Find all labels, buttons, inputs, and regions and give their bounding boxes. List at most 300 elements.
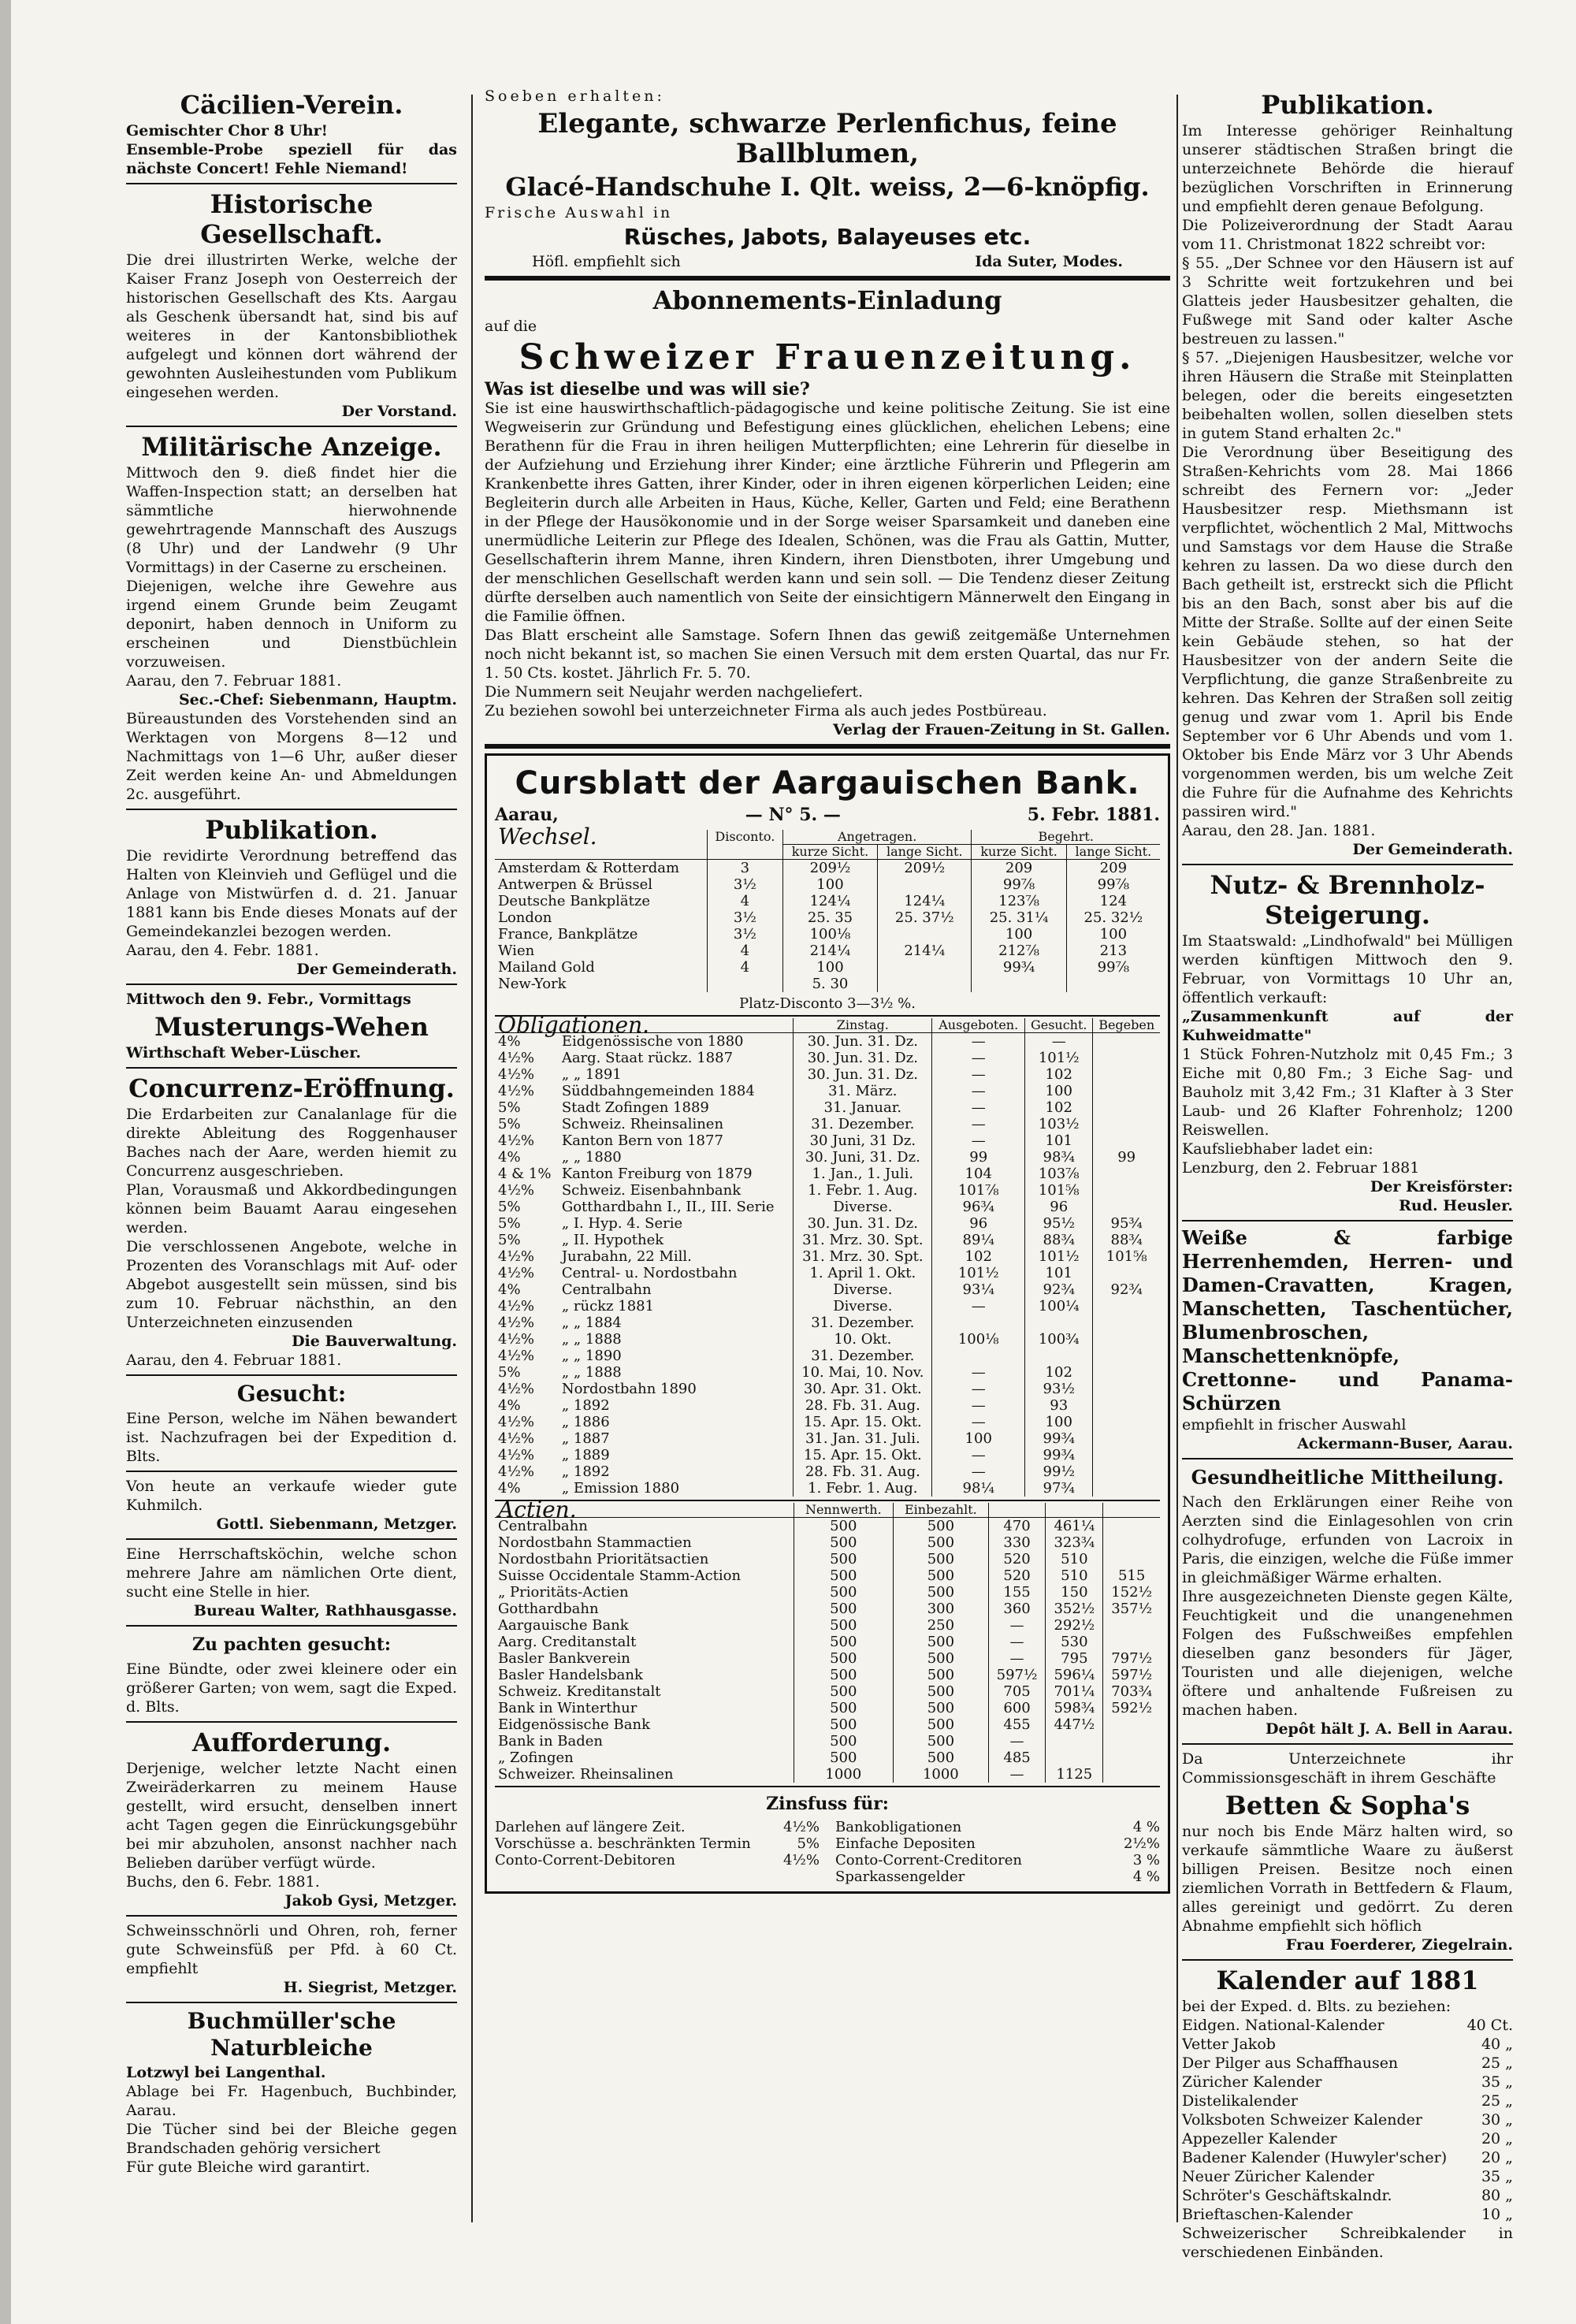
ad-date: Buchs, den 6. Febr. 1881.	[126, 1873, 320, 1891]
table-cell: Aargauische Bank	[498, 1617, 629, 1634]
table-cell: Bank in Winterthur	[498, 1700, 637, 1716]
table-cell: —	[1025, 1033, 1093, 1050]
table-cell: —	[932, 1116, 1025, 1132]
actien-row	[495, 1567, 1160, 1584]
table-cell: 31. Januar.	[794, 1099, 932, 1116]
table-cell: 92¾	[1025, 1281, 1093, 1298]
ad-text: Von heute an verkaufe wieder gute Kuhmilch.	[126, 1478, 457, 1514]
obligation-row	[495, 1447, 1160, 1463]
table-cell: 500	[794, 1617, 894, 1634]
ad-pachten	[126, 1631, 457, 1716]
table-cell: 500	[894, 1534, 989, 1551]
ad-line: Lotzwyl bei Langenthal.	[126, 2064, 326, 2081]
table-cell: 101½	[932, 1265, 1025, 1281]
table-cell: „ 1886	[561, 1414, 610, 1430]
actien-row	[495, 1650, 1160, 1667]
table-cell: 30 Juni, 31 Dz.	[794, 1132, 932, 1149]
table-cell: „ 1892	[561, 1397, 610, 1414]
ad-line: bei der Exped. d. Blts. zu beziehen:	[1182, 1998, 1451, 2015]
table-cell: 500	[794, 1733, 894, 1750]
table-cell: 10. Mai, 10. Nov.	[794, 1364, 932, 1381]
table-cell	[1093, 1331, 1160, 1348]
table-cell	[1103, 1551, 1160, 1567]
table-cell: 88¾	[1093, 1232, 1160, 1248]
obligation-row	[495, 1215, 1160, 1232]
table-cell: 520	[988, 1551, 1046, 1567]
ad-text: Die Tücher sind bei der Bleiche gegen Brandschaden gehörig versichert	[126, 2121, 457, 2157]
kalender-name: Schröter's Geschäftskalndr.	[1182, 2187, 1392, 2204]
obligation-row	[495, 1430, 1160, 1447]
table-cell: 96	[932, 1215, 1025, 1232]
table-cell: France, Bankplätze	[498, 926, 638, 943]
table-cell: 99½	[1025, 1463, 1093, 1480]
table-cell: Gotthardbahn	[498, 1601, 599, 1617]
table-cell: 1. Jan., 1. Juli.	[794, 1166, 932, 1182]
table-cell: 4 & 1%	[498, 1166, 552, 1182]
kalender-name: Der Pilger aus Schaffhausen	[1182, 2054, 1399, 2072]
wechsel-row	[495, 909, 1160, 926]
table-cell	[878, 876, 972, 893]
cursblatt	[485, 753, 1170, 1894]
table-cell: 99¾	[1025, 1447, 1093, 1463]
col-lang: lange Sicht.	[878, 845, 972, 860]
obligation-row	[495, 1066, 1160, 1083]
table-cell: —	[932, 1099, 1025, 1116]
table-cell: 100⅛	[932, 1331, 1025, 1348]
table-cell: 500	[794, 1683, 894, 1700]
ad-brennholz	[1182, 870, 1513, 1215]
table-cell	[1025, 1348, 1093, 1364]
table-cell: 31. Mrz. 30. Spt.	[794, 1248, 932, 1265]
table-cell: 500	[794, 1650, 894, 1667]
col-begeben: Begeben	[1093, 1018, 1160, 1033]
actien-row	[495, 1667, 1160, 1683]
ad-date: Aarau, den 4. Febr. 1881.	[126, 942, 319, 959]
table-cell: 4½%	[498, 1298, 535, 1314]
ad-signature: Ackermann-Buser, Aarau.	[1297, 1435, 1513, 1452]
kalender-name: Appezeller Kalender	[1182, 2130, 1337, 2147]
table-cell: 4½%	[498, 1447, 535, 1463]
table-cell	[1093, 1182, 1160, 1199]
actien-row	[495, 1518, 1160, 1535]
table-cell	[1093, 1348, 1160, 1364]
table-cell: Diverse.	[794, 1298, 932, 1314]
table-cell: 500	[894, 1567, 989, 1584]
obligation-row	[495, 1166, 1160, 1182]
kalender-name: Brieftaschen-Kalender	[1182, 2206, 1353, 2223]
wechsel-row	[495, 893, 1160, 909]
kalender-price: 10 „	[1481, 2206, 1513, 2223]
ad-gesucht	[126, 1381, 457, 1466]
table-cell: —	[988, 1634, 1046, 1650]
table-cell: 99¾	[972, 959, 1066, 976]
table-cell: 101⅝	[1025, 1182, 1093, 1199]
table-cell: 15. Apr. 15. Okt.	[794, 1447, 932, 1463]
obligation-row	[495, 1116, 1160, 1132]
table-cell: 515	[1103, 1567, 1160, 1584]
actien-row	[495, 1700, 1160, 1716]
ad-herrschaftskoechin	[126, 1545, 457, 1620]
table-cell: 500	[894, 1733, 989, 1750]
table-cell	[1093, 1050, 1160, 1066]
table-cell: 100	[1025, 1414, 1093, 1430]
ad-text: Ihre ausgezeichneten Dienste gegen Kälte, Feuchtigkeit und die unangenehmen Folgen des Fußschweißes empfehlen dieselben ganz besonders für Jäger, Touristen und alle diejenigen, welche öftere und anhaltende Fußreisen zu machen haben.	[1182, 1588, 1513, 1719]
ad-text: Im Staatswald: „Lindhofwald" bei Mülligen werden künftigen Mittwoch den 9. Februar, von Vormittags 10 Uhr an, öffentlich verkauft:	[1182, 932, 1513, 1006]
ad-text: Schweizerischer Schreibkalender in verschiedenen Einbänden.	[1182, 2225, 1513, 2261]
table-cell: 500	[894, 1716, 989, 1733]
kalender-price: 40 „	[1481, 2036, 1513, 2053]
obligation-row	[495, 1149, 1160, 1166]
obligation-row	[495, 1331, 1160, 1348]
table-cell: 3½	[707, 876, 782, 893]
wechsel-row	[495, 959, 1160, 976]
zinsfuss-row	[835, 1852, 1160, 1868]
table-cell: 15. Apr. 15. Okt.	[794, 1414, 932, 1430]
ad-line: Höfl. empfiehlt sich	[532, 253, 681, 270]
ad-caecilien	[126, 90, 457, 178]
kalender-name: Neuer Züricher Kalender	[1182, 2168, 1374, 2185]
ad-title: Gesundheitliche Mittheilung.	[1191, 1466, 1504, 1489]
table-cell: Deutsche Bankplätze	[498, 893, 651, 909]
table-cell: 500	[794, 1567, 894, 1584]
ad-line: Mittwoch den 9. Febr., Vormittags	[126, 991, 411, 1008]
zinsfuss-label: Vorschüsse a. beschränkten Termin	[495, 1835, 751, 1852]
table-cell: 530	[1046, 1634, 1103, 1650]
ad-text: Diejenigen, welche ihre Gewehre aus irgend einem Grunde beim Zeugamt deponirt, haben dennoch in Uniform zu erscheinen und Dienstbüchlein vorzuweisen.	[126, 578, 457, 671]
table-cell: 1. April 1. Okt.	[794, 1265, 932, 1281]
ad-line: „Zusammenkunft auf der Kuhweidmatte"	[1182, 1008, 1513, 1044]
actien-row	[495, 1716, 1160, 1733]
table-cell	[1103, 1750, 1160, 1766]
table-cell	[1046, 1733, 1103, 1750]
table-cell: 101⅞	[932, 1182, 1025, 1199]
zinsfuss-label: Sparkassengelder	[835, 1868, 965, 1885]
ad-text: Schweinsschnörli und Ohren, roh, ferner gute Schweinsfüß per Pfd. à 60 Ct. empfiehlt	[126, 1922, 457, 1977]
kalender-name: Züricher Kalender	[1182, 2073, 1322, 2091]
table-cell: 1. Febr. 1. Aug.	[794, 1182, 932, 1199]
table-cell: —	[932, 1083, 1025, 1099]
table-cell: —	[932, 1381, 1025, 1397]
table-cell: 103½	[1025, 1116, 1093, 1132]
table-cell: 99	[1093, 1149, 1160, 1166]
obligationen-table	[495, 1012, 1160, 1497]
kalender-row	[1182, 2035, 1513, 2054]
zinsfuss-value: 4½%	[782, 1819, 820, 1835]
table-cell: 500	[894, 1750, 989, 1766]
kalender-price: 35 „	[1481, 2073, 1513, 2091]
table-cell: 124¼	[878, 893, 972, 909]
table-cell: 99⅞	[1066, 959, 1160, 976]
table-cell: —	[988, 1733, 1046, 1750]
col-begehrt: Begehrt.	[972, 830, 1160, 845]
table-cell: Diverse.	[794, 1199, 932, 1215]
table-cell: 520	[988, 1567, 1046, 1584]
column-center	[485, 87, 1170, 1894]
ad-gesundheit	[1182, 1464, 1513, 1738]
ad-text: Für gute Bleiche wird garantirt.	[126, 2159, 370, 2176]
obligation-row	[495, 1298, 1160, 1314]
table-cell: 5%	[498, 1199, 521, 1215]
kalender-price: 20 „	[1481, 2130, 1513, 2147]
table-cell: „ „ 1888	[561, 1364, 622, 1381]
actien-row	[495, 1551, 1160, 1567]
table-cell: 4½%	[498, 1132, 535, 1149]
ad-title: Rüsches, Jabots, Balayeuses etc.	[623, 224, 1031, 250]
ad-concurrenz	[126, 1073, 457, 1370]
kalender-price: 80 „	[1481, 2187, 1513, 2204]
table-cell: 455	[988, 1716, 1046, 1733]
zinsfuss-value: 2½%	[1123, 1835, 1160, 1852]
table-cell: 93	[1025, 1397, 1093, 1414]
actien-row	[495, 1534, 1160, 1551]
table-cell: 101½	[1025, 1248, 1093, 1265]
table-cell: 330	[988, 1534, 1046, 1551]
table-cell: 500	[894, 1650, 989, 1667]
table-cell: 5%	[498, 1215, 521, 1232]
table-cell: 4½%	[498, 1083, 535, 1099]
kalender-row	[1182, 2148, 1513, 2167]
obligation-row	[495, 1314, 1160, 1331]
table-cell: Bank in Baden	[498, 1733, 603, 1750]
kalender-price: 30 „	[1481, 2111, 1513, 2129]
obligation-row	[495, 1414, 1160, 1430]
table-cell: 101½	[1025, 1050, 1093, 1066]
table-cell: 209	[1066, 860, 1160, 877]
table-cell: 213	[1066, 943, 1160, 959]
kalender-row	[1182, 2186, 1513, 2205]
table-cell: 4½%	[498, 1348, 535, 1364]
obligation-row	[495, 1033, 1160, 1050]
obligation-row	[495, 1248, 1160, 1265]
ad-title: Concurrenz-Eröffnung.	[128, 1073, 455, 1103]
ad-signature: H. Siegrist, Metzger.	[283, 1979, 457, 1996]
table-cell: „ „ 1890	[561, 1348, 622, 1364]
table-cell: 352½	[1046, 1601, 1103, 1617]
table-cell: 103⅞	[1025, 1166, 1093, 1182]
table-cell: Nordostbahn Stammactien	[498, 1534, 692, 1551]
table-cell: 102	[1025, 1066, 1093, 1083]
table-cell: 4½%	[498, 1050, 535, 1066]
table-cell: 100	[932, 1430, 1025, 1447]
ad-aufforderung	[126, 1727, 457, 1910]
ad-text: Derjenige, welcher letzte Nacht einen Zweiräderkarren zu meinem Hause gestellt, wird ersucht, denselben innert acht Tagen gegen die Einrückungsgebühr bei mir abzuholen, ansonst nachher nach Belieben darüber verfügt würde.	[126, 1760, 457, 1872]
table-cell: 209	[972, 860, 1066, 877]
wechsel-row	[495, 926, 1160, 943]
table-cell: 25. 31¼	[972, 909, 1066, 926]
table-cell	[1103, 1617, 1160, 1634]
kalender-row	[1182, 2129, 1513, 2148]
table-cell	[1093, 1298, 1160, 1314]
col-einbezahlt: Einbezahlt.	[894, 1503, 989, 1518]
table-cell: 31. Jan. 31. Juli.	[794, 1430, 932, 1447]
col-zinstag: Zinstag.	[794, 1018, 932, 1033]
table-cell	[1093, 1447, 1160, 1463]
kalender-row	[1182, 2073, 1513, 2092]
table-cell: 4½%	[498, 1248, 535, 1265]
table-cell: 101⅝	[1093, 1248, 1160, 1265]
table-cell: 100	[782, 959, 877, 976]
table-cell: 10. Okt.	[794, 1331, 932, 1348]
obligation-row	[495, 1232, 1160, 1248]
wechsel-heading: Wechsel.	[495, 830, 707, 860]
table-cell: Schweizer. Rheinsalinen	[498, 1766, 674, 1783]
table-cell	[1103, 1634, 1160, 1650]
table-cell: 25. 35	[782, 909, 877, 926]
table-cell: 4	[707, 959, 782, 976]
obligation-row	[495, 1265, 1160, 1281]
ad-text: Nach den Erklärungen einer Reihe von Aerzten sind die Einlagesohlen von crin colhydrofuge, erfunden von Lacroix in Paris, die einzigen, welche die Füße immer in gleichmäßiger Wärme erhalten.	[1182, 1493, 1513, 1586]
obligation-row	[495, 1281, 1160, 1298]
table-cell: 510	[1046, 1551, 1103, 1567]
table-cell: 500	[794, 1700, 894, 1716]
table-cell: 703¾	[1103, 1683, 1160, 1700]
ad-line: Gemischter Chor 8 Uhr!	[126, 122, 329, 139]
table-cell: 4½%	[498, 1331, 535, 1348]
table-cell: 500	[894, 1518, 989, 1535]
ad-title: Schweizer Frauenzeitung.	[519, 337, 1136, 377]
table-cell: 4½%	[498, 1182, 535, 1199]
table-cell: 31. Dezember.	[794, 1314, 932, 1331]
table-cell: —	[932, 1132, 1025, 1149]
ad-signature: Die Bauverwaltung.	[292, 1333, 457, 1350]
table-cell: 500	[894, 1634, 989, 1650]
table-cell: 100	[1066, 926, 1160, 943]
table-cell: 99⅞	[1066, 876, 1160, 893]
ad-text: Eine Person, welche im Nähen bewandert ist. Nachzufragen bei der Expedition d. Blts.	[126, 1410, 457, 1465]
cursblatt-title: Cursblatt der Aargauischen Bank.	[515, 765, 1140, 801]
table-cell: Kanton Freiburg von 1879	[561, 1166, 753, 1182]
ad-line: Soeben erhalten:	[485, 87, 665, 105]
actien-row	[495, 1584, 1160, 1601]
table-cell	[1103, 1733, 1160, 1750]
table-cell: 4½%	[498, 1463, 535, 1480]
table-cell: 597½	[1103, 1667, 1160, 1683]
table-cell: 250	[894, 1617, 989, 1634]
ad-date: Aarau, den 28. Jan. 1881.	[1182, 822, 1376, 839]
table-cell: 98¼	[932, 1480, 1025, 1497]
kalender-price: 25 „	[1481, 2054, 1513, 2072]
table-cell: —	[988, 1766, 1046, 1783]
table-cell: 500	[794, 1667, 894, 1683]
table-cell: 592½	[1103, 1700, 1160, 1716]
kalender-row	[1182, 2054, 1513, 2073]
column-rule-left	[471, 95, 473, 2222]
ad-signature: Jakob Gysi, Metzger.	[284, 1892, 457, 1909]
table-cell: 596¼	[1046, 1667, 1103, 1683]
ad-title: Nutz- & Brennholz-Steigerung.	[1210, 870, 1485, 930]
actien-row	[495, 1683, 1160, 1700]
table-cell: 4½%	[498, 1265, 535, 1281]
zinsfuss-row	[495, 1852, 820, 1868]
kalender-name: Volksboten Schweizer Kalender	[1182, 2111, 1422, 2129]
kalender-name: Vetter Jakob	[1182, 2036, 1276, 2053]
table-cell: 500	[794, 1601, 894, 1617]
table-cell: 357½	[1103, 1601, 1160, 1617]
table-cell: 360	[988, 1601, 1046, 1617]
ad-title: Zu pachten gesucht:	[192, 1634, 391, 1655]
col-lang: lange Sicht.	[1066, 845, 1160, 860]
column-right	[1182, 87, 1513, 2265]
table-cell: 3	[707, 860, 782, 877]
table-cell: 461¼	[1046, 1518, 1103, 1535]
table-cell: 701¼	[1046, 1683, 1103, 1700]
ad-title: Kalender auf 1881	[1216, 1965, 1479, 1995]
obligation-row	[495, 1480, 1160, 1497]
zinsfuss-row	[835, 1868, 1160, 1885]
page-edge	[0, 0, 11, 2324]
ad-text: 1 Stück Fohren-Nutzholz mit 0,45 Fm.; 3 Eiche mit 0,80 Fm.; 3 Eiche Sag- und Bauholz mit 3,42 Fm.; 31 Klafter à 3 Ster Laub- und 26 Klafter Fohrenholz; 1200 Reiswellen.	[1182, 1046, 1513, 1139]
table-cell	[1103, 1766, 1160, 1783]
actien-row	[495, 1766, 1160, 1783]
table-cell: 101	[1025, 1265, 1093, 1281]
table-cell: 500	[794, 1584, 894, 1601]
table-cell: Eidgenössische Bank	[498, 1716, 650, 1733]
table-cell: New-York	[498, 976, 567, 992]
table-cell	[1103, 1716, 1160, 1733]
table-cell: 155	[988, 1584, 1046, 1601]
ad-frauenzeitung	[485, 285, 1170, 739]
ad-text: Die drei illustrirten Werke, welche der Kaiser Franz Joseph von Oesterreich der historischen Gesellschaft des Kts. Aargau als Geschenk übersandt hat, sind bis auf weiteres in der Kantonsbibliothek aufgelegt und können dort während der gewohnten Ausleihestunden vom Publikum eingesehen werden.	[126, 251, 457, 401]
table-cell: 5%	[498, 1116, 521, 1132]
table-cell: 500	[794, 1534, 894, 1551]
table-cell: Schweiz. Rheinsalinen	[561, 1116, 724, 1132]
ad-text: Das Blatt erscheint alle Samstage. Sofern Ihnen das gewiß zeitgemäße Unternehmen noch nicht bekannt ist, so machen Sie einen Versuch mit dem ersten Quartal, das nur Fr. 1. 50 Cts. kostet. Jährlich Fr. 5. 70.	[485, 627, 1170, 682]
table-cell	[972, 976, 1066, 992]
ad-line: Frische Auswahl in	[485, 204, 673, 221]
table-cell: Schweiz. Kreditanstalt	[498, 1683, 661, 1700]
kalender-name: Distelikalender	[1182, 2092, 1298, 2110]
table-cell: „ „ 1880	[561, 1149, 622, 1166]
table-cell: 100	[1025, 1083, 1093, 1099]
kalender-price: 25 „	[1481, 2092, 1513, 2110]
table-cell: —	[988, 1650, 1046, 1667]
table-cell: 1000	[794, 1766, 894, 1783]
obligation-row	[495, 1364, 1160, 1381]
table-cell: 28. Fb. 31. Aug.	[794, 1463, 932, 1480]
table-cell: 500	[794, 1518, 894, 1535]
col-kurz: kurze Sicht.	[782, 845, 877, 860]
zinsfuss-heading: Zinsfuss für:	[766, 1794, 889, 1814]
table-cell: 4%	[498, 1149, 521, 1166]
table-cell: 99	[932, 1149, 1025, 1166]
ad-signature: Bureau Walter, Rathhausgasse.	[193, 1602, 457, 1619]
ad-text: Die verschlossenen Angebote, welche in Prozenten des Voranschlags mit Auf- oder Abgebot ausgestellt sein müssen, sind bis zum 10. Februar nächsthin, an den Unterzeichneten einzusenden	[126, 1238, 457, 1331]
obligation-row	[495, 1381, 1160, 1397]
table-cell: 25. 37½	[878, 909, 972, 926]
ad-text: Sie ist eine hauswirthschaftlich-pädagogische und keine politische Zeitung. Sie ist eine Wegweiserin zur Gründung und Befestigung eines glücklichen, ehelichen Lebens; eine Berathenn für die Frau in ihren heiligen Mutterpflichten; eine Lehrerin für dieselbe in der Aufziehung und Erziehung ihrer Kinder; eine ärztliche Führerin und Pflegerin am Krankenbette ihres Gatten, ihrer Kinder, oder in ihren eigenen körperlichen Leiden; eine Begleiterin durch alle Arbeiten in Haus, Küche, Keller, Garten und Feld; eine Berathenn in der Pflege der Hausökonomie und in der Sorge weiser Sparsamkeit und daneben eine unermüdliche Leiterin zur Pflege des Idealen, Schönen, was die Frau als Gattin, Mutter, Gesellschafterin ihrem Manne, ihren Kindern, ihren Dienstboten, ihrer Umgebung und der menschlichen Gesellschaft werden kann und sein soll. — Die Tendenz dieser Zeitung dürfte derselben auch namentlich von Seite der einsichtigern Männerwelt den Eingang in die Familie öffnen.	[485, 400, 1170, 625]
table-cell	[1093, 1116, 1160, 1132]
table-cell: Jurabahn, 22 Mill.	[561, 1248, 692, 1265]
table-cell: 31. März.	[794, 1083, 932, 1099]
table-cell: 150	[1046, 1584, 1103, 1601]
table-cell: Centralbahn	[561, 1281, 652, 1298]
table-cell: 100	[782, 876, 877, 893]
table-cell: 96¾	[932, 1199, 1025, 1215]
ad-signature: Der Gemeinderath.	[1352, 841, 1513, 858]
table-cell: 93½	[1025, 1381, 1093, 1397]
ad-signature: Frau Foerderer, Ziegelrain.	[1285, 1936, 1513, 1954]
table-cell: 104	[932, 1166, 1025, 1182]
table-cell	[1066, 976, 1160, 992]
ad-title: Publikation.	[1261, 90, 1434, 120]
obligation-row	[495, 1099, 1160, 1116]
table-cell: Central- u. Nordostbahn	[561, 1265, 738, 1281]
table-cell: 209½	[878, 860, 972, 877]
table-cell: Basler Bankverein	[498, 1650, 630, 1667]
table-cell: 500	[794, 1716, 894, 1733]
col-angetragen: Angetragen.	[782, 830, 972, 845]
ad-text: nur noch bis Ende März halten wird, so verkaufe sämmtliche Waare zu äußerst billigen Preisen. Besitze noch einen ziemlichen Vorrath in Bettfedern & Flaum, alles gereinigt und gedörrt. Zu deren Abnahme empfiehlt sich höflich	[1182, 1823, 1513, 1935]
